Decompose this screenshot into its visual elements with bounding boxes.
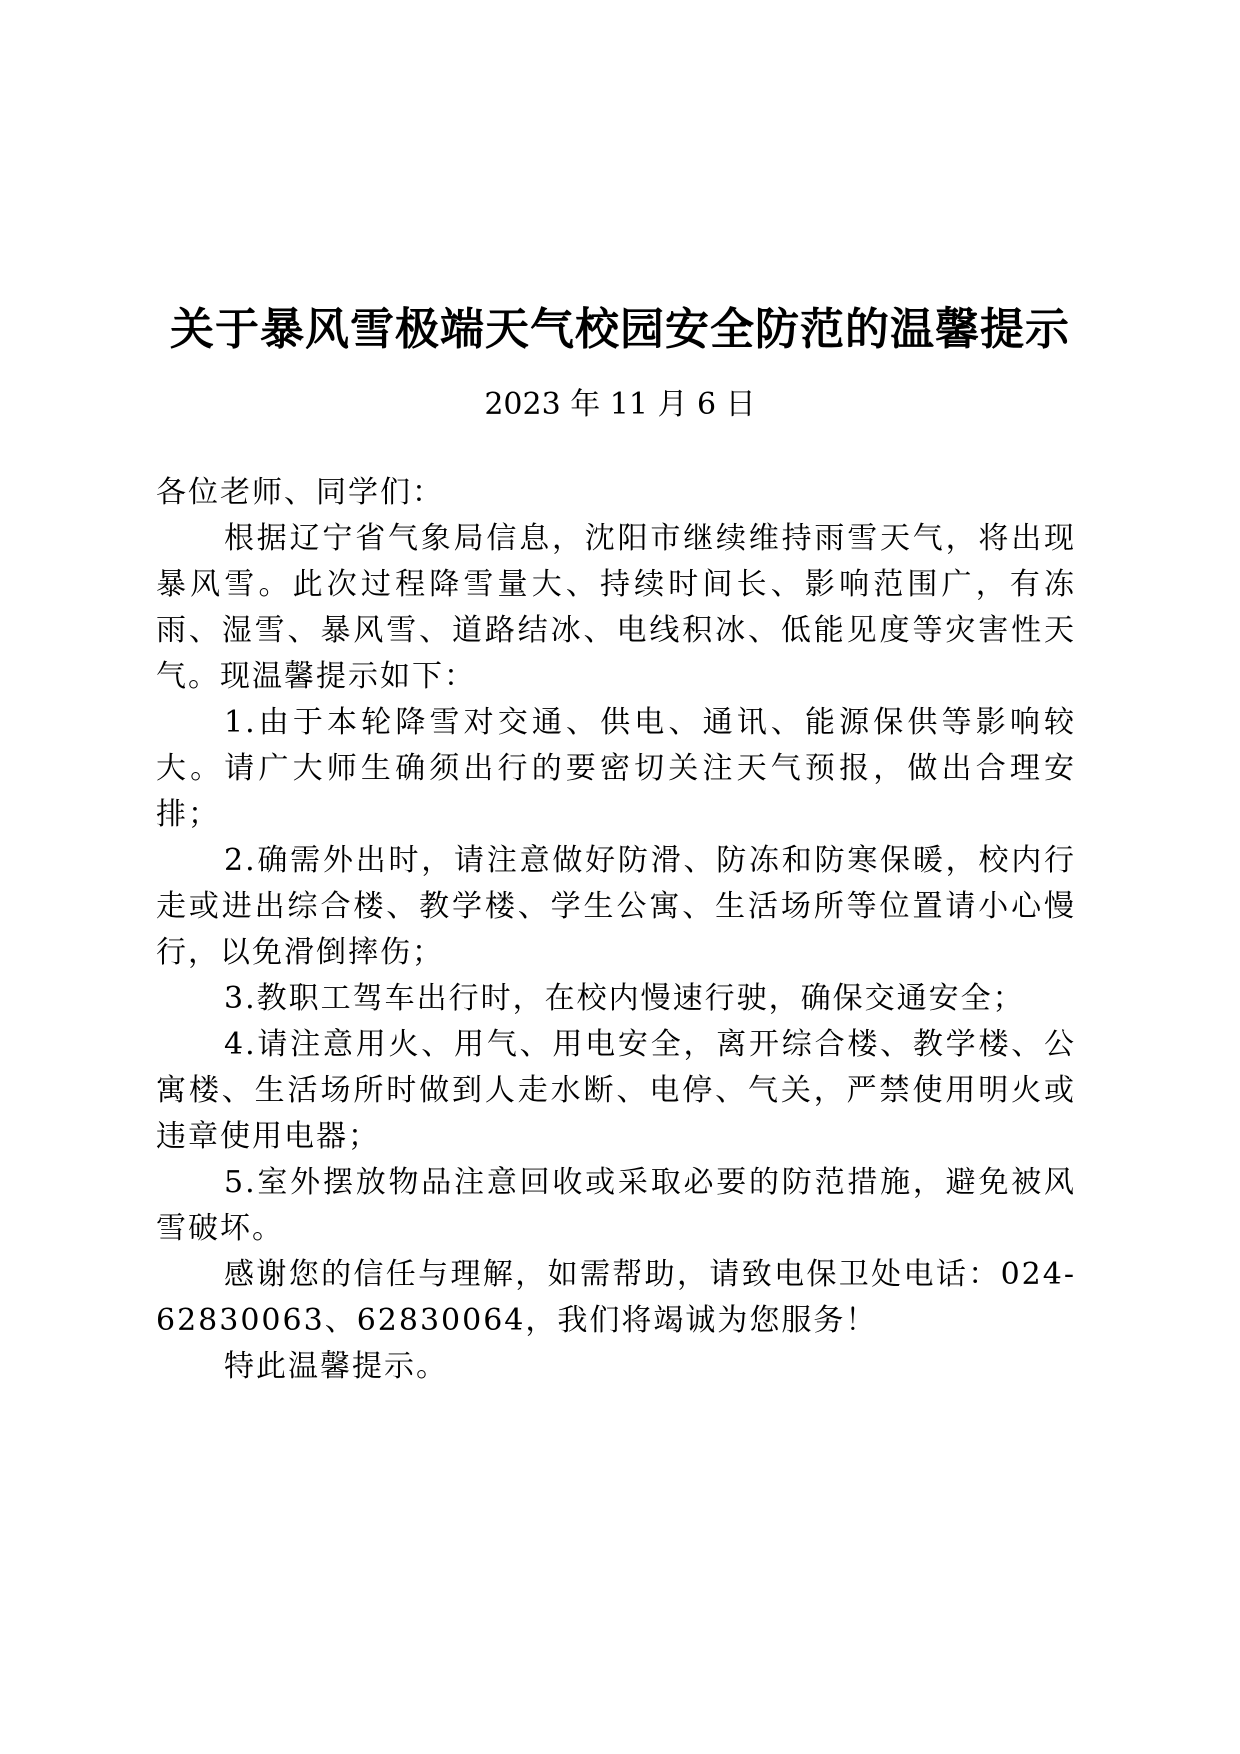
document-date: 2023 年 11 月 6 日 [484,387,756,422]
greeting: 各位老师、同学们： [156,475,444,510]
paragraph-item-5: 5.室外摆放物品注意回收或采取必要的防范措施，避免被风雪破坏。 [156,1165,1076,1246]
paragraph-item-1: 1.由于本轮降雪对交通、供电、通讯、能源保供等影响较大。请广大师生确须出行的要密切关注天气预报，做出合理安排； [156,705,1076,832]
paragraph-contact: 感谢您的信任与理解，如需帮助，请致电保卫处电话：024-62830063、62830064，我们将竭诚为您服务！ [156,1257,1076,1338]
paragraph-closing: 特此温馨提示。 [224,1349,448,1384]
paragraph-item-4: 4.请注意用火、用气、用电安全，离开综合楼、教学楼、公寓楼、生活场所时做到人走水断、电停、气关，严禁使用明火或违章使用电器； [156,1027,1076,1154]
document-title: 关于暴风雪极端天气校园安全防范的温馨提示 [170,304,1070,355]
paragraph-item-3: 3.教职工驾车出行时，在校内慢速行驶，确保交通安全； [224,981,1025,1016]
document-body [156,470,1076,1390]
paragraph-item-2: 2.确需外出时，请注意做好防滑、防冻和防寒保暖，校内行走或进出综合楼、教学楼、学生公寓、生活场所等位置请小心慢行，以免滑倒摔伤； [156,843,1076,970]
paragraph-intro: 根据辽宁省气象局信息，沈阳市继续维持雨雪天气，将出现暴风雪。此次过程降雪量大、持续时间长、影响范围广，有冻雨、湿雪、暴风雪、道路结冰、电线积冰、低能见度等灾害性天气。现温馨提示如下： [156,521,1076,694]
